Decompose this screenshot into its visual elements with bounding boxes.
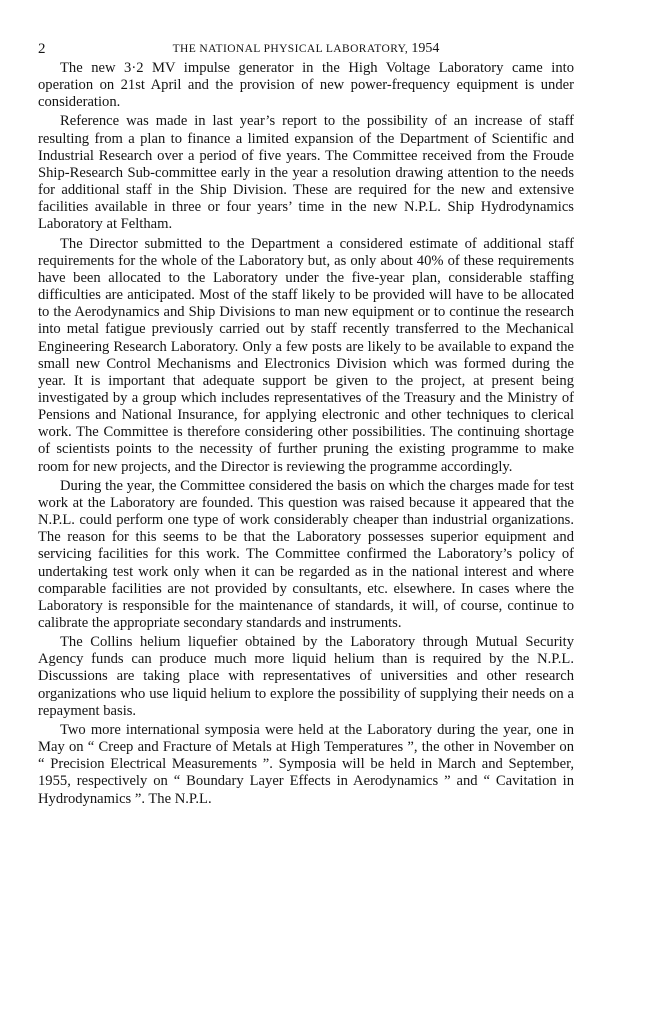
report-page [38,38,574,808]
paragraph-impulse-generator: The new 3·2 MV impulse generator in the High Voltage Laboratory came into operation on 21st April and the provision of new power-frequency equipment is under consideration. [38,60,574,111]
running-header [38,38,574,60]
paragraph-symposia: Two more international symposia were held at the Laboratory during the year, one in May on “ Creep and Fracture of Metals at High Temperatures ”, the other in November on “ Precision Electrical Measurements ”. Symposia will be held in March and September, 1955, respectively on “ Boundary Layer Effects in Aerodynamics ” and “ Cavitation in Hydrodynamics ”. The N.P.L. [38,721,574,807]
running-title [38,38,574,60]
paragraph-staff-requirements: The Director submitted to the Department a considered estimate of additional staff requirements for the whole of the Laboratory but, as only about 40% of these requirements have been allocated to the Laboratory under the five-year plan, considerable staffing difficulties are anticipated. Most of the staff likely to be provided will have to be allocated to the Aerodynamics and Ship Divisions to man new equipment or to continue the research into metal fatigue previously carried out by staff recently transferred to the Mechanical Engineering Research Laboratory. Only a few posts are likely to be available to expand the small new Control Mechanisms and Electronics Division which was formed during the year. It is important that adequate support be given to the project, at present being investigated by a group which includes representatives of the Treasury and the Ministry of Pensions and National Insurance, for applying electronic and other techniques to clerical work. The Committee is therefore considering other possibilities. The continuing shortage of scientists points to the necessity of further pruning the existing programme to make room for new projects, and the Director is reviewing the programme accordingly. [38,235,574,475]
running-title-text: THE NATIONAL PHYSICAL LABORATORY, [172,43,409,55]
body-text [38,60,574,808]
page-number: 2 [38,41,46,57]
paragraph-test-work-charges: During the year, the Committee considered the basis on which the charges made for test work at the Laboratory are founded. This question was raised because it appeared that the N.P.L. could perform one type of work considerably cheaper than industrial organizations. The reason for this seems to be that the Laboratory possesses superior equipment and servicing facilities for this work. The Committee confirmed the Laboratory’s policy of undertaking test work only when it can be regarded as in the national interest and where comparable facilities are not provided by consultants, etc. elsewhere. In cases where the Laboratory is responsible for the maintenance of standards, it will, of course, continue to calibrate the appropriate secondary standards and instruments. [38,477,574,631]
paragraph-staff-expansion: Reference was made in last year’s report to the possibility of an increase of staff resulting from a plan to finance a limited expansion of the Department of Scientific and Industrial Research over a period of five years. The Committee received from the Froude Ship-Research Sub-committee early in the year a resolution drawing attention to the needs for additional staff in the Ship Division. These are required for the new and extensive facilities available in three or four years’ time in the new N.P.L. Ship Hydrodynamics Laboratory at Feltham. [38,113,574,233]
paragraph-helium-liquefier: The Collins helium liquefier obtained by the Laboratory through Mutual Security Agency funds can produce much more liquid helium than is required by the N.P.L. Discussions are taking place with representatives of universities and other research organizations who use liquid helium to explore the possibility of supplying their needs on a repayment basis. [38,634,574,719]
running-title-year: 1954 [411,41,440,56]
